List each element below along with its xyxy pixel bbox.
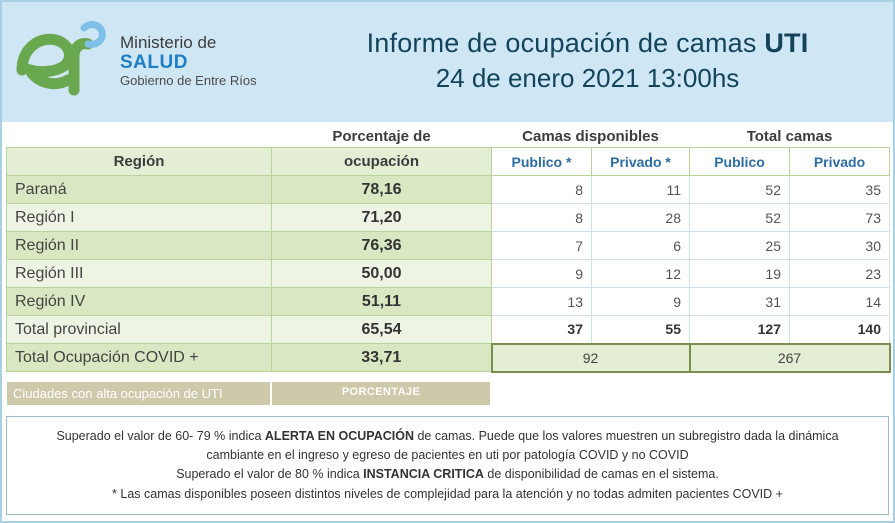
table-row-covid <box>7 344 890 372</box>
row-avail-private: 28 <box>592 204 690 232</box>
report-header <box>0 0 895 124</box>
row-avail-private: 55 <box>592 316 690 344</box>
row-region: Región IV <box>7 288 272 316</box>
covid-row-label: Total Ocupación COVID + <box>7 344 272 372</box>
high-occupancy-label: Ciudades con alta ocupación de UTI <box>6 381 271 406</box>
footnote-3c: de disponibilidad de camas en el sistema. <box>483 467 719 482</box>
row-avail-private: 9 <box>592 288 690 316</box>
row-total-public: 19 <box>690 260 790 288</box>
ministry-line-1: Ministerio de <box>120 32 217 52</box>
row-percent: 65,54 <box>272 316 492 344</box>
footnote-1a: Superado el valor de 60- 79 % indica <box>56 428 265 443</box>
high-occupancy-strip <box>0 381 895 406</box>
footnote-line-3 <box>15 465 880 484</box>
column-header-region: Región <box>7 148 272 176</box>
row-region: Total provincial <box>7 316 272 344</box>
table-row-total <box>7 316 890 344</box>
row-region: Región II <box>7 232 272 260</box>
logo-block <box>0 0 300 122</box>
row-avail-public: 9 <box>492 260 592 288</box>
report-title-text: Informe de ocupación de camas <box>366 28 765 58</box>
group-header-available: Camas disponibles <box>492 124 690 148</box>
group-header-total: Total camas <box>690 124 890 148</box>
row-region: Región III <box>7 260 272 288</box>
covid-total-merged: 267 <box>690 344 890 372</box>
report-date: 24 de enero 2021 13:00hs <box>435 63 740 93</box>
ministry-text <box>120 33 257 89</box>
column-header-avail-private: Privado * <box>592 148 690 176</box>
row-total-private: 30 <box>790 232 890 260</box>
row-avail-private: 6 <box>592 232 690 260</box>
row-avail-public: 13 <box>492 288 592 316</box>
report-title-uti: UTI <box>764 28 809 58</box>
footnote-critical: INSTANCIA CRITICA <box>363 467 484 482</box>
row-total-public: 52 <box>690 176 790 204</box>
row-total-private: 140 <box>790 316 890 344</box>
row-total-private: 23 <box>790 260 890 288</box>
column-header-total-private: Privado <box>790 148 890 176</box>
occupancy-table <box>6 124 891 373</box>
report-title-block <box>300 28 895 94</box>
table-header-row <box>7 148 890 176</box>
covid-available-merged: 92 <box>492 344 690 372</box>
row-total-public: 52 <box>690 204 790 232</box>
covid-row-percent: 33,71 <box>272 344 492 372</box>
ministry-line-2: SALUD <box>120 52 188 74</box>
row-percent: 50,00 <box>272 260 492 288</box>
table-row <box>7 288 890 316</box>
footnote-1c: de camas. Puede que los valores muestren un subregistro dada la dinámica <box>413 428 839 443</box>
footnote-alert: ALERTA EN OCUPACIÓN <box>264 428 414 443</box>
table-group-header-row <box>7 124 890 148</box>
footnote-line-1 <box>15 427 880 446</box>
footnote-line-2: cambiante en el ingreso y egreso de pacientes en uti por patología COVID y no COVID <box>206 447 689 462</box>
row-total-public: 31 <box>690 288 790 316</box>
ministry-line-3: Gobierno de Entre Ríos <box>120 73 257 89</box>
column-header-percent: ocupación <box>272 148 492 176</box>
row-avail-public: 8 <box>492 176 592 204</box>
table-row <box>7 232 890 260</box>
row-avail-private: 12 <box>592 260 690 288</box>
table-row <box>7 176 890 204</box>
row-percent: 51,11 <box>272 288 492 316</box>
group-header-percent: Porcentaje de <box>272 124 492 148</box>
footnote-box <box>6 416 889 516</box>
footnote-3a: Superado el valor de 80 % indica <box>176 467 364 482</box>
occupancy-table-wrap <box>0 124 895 373</box>
row-percent: 78,16 <box>272 176 492 204</box>
row-percent: 71,20 <box>272 204 492 232</box>
row-avail-private: 11 <box>592 176 690 204</box>
row-avail-public: 7 <box>492 232 592 260</box>
row-avail-public: 37 <box>492 316 592 344</box>
table-row <box>7 204 890 232</box>
column-header-total-public: Publico <box>690 148 790 176</box>
row-avail-public: 8 <box>492 204 592 232</box>
row-total-public: 127 <box>690 316 790 344</box>
row-region: Región I <box>7 204 272 232</box>
footnote-line-4: * Las camas disponibles poseen distintos niveles de complejidad para la atención y no todas admiten pacientes COVID + <box>112 486 783 501</box>
row-total-private: 14 <box>790 288 890 316</box>
row-total-public: 25 <box>690 232 790 260</box>
high-occupancy-percent-label: PORCENTAJE <box>271 381 491 406</box>
row-region: Paraná <box>7 176 272 204</box>
entre-rios-er-logo-icon <box>14 18 110 104</box>
row-total-private: 35 <box>790 176 890 204</box>
group-header-blank <box>7 124 272 148</box>
row-total-private: 73 <box>790 204 890 232</box>
report-title <box>300 28 875 59</box>
row-percent: 76,36 <box>272 232 492 260</box>
column-header-avail-public: Publico * <box>492 148 592 176</box>
table-row <box>7 260 890 288</box>
